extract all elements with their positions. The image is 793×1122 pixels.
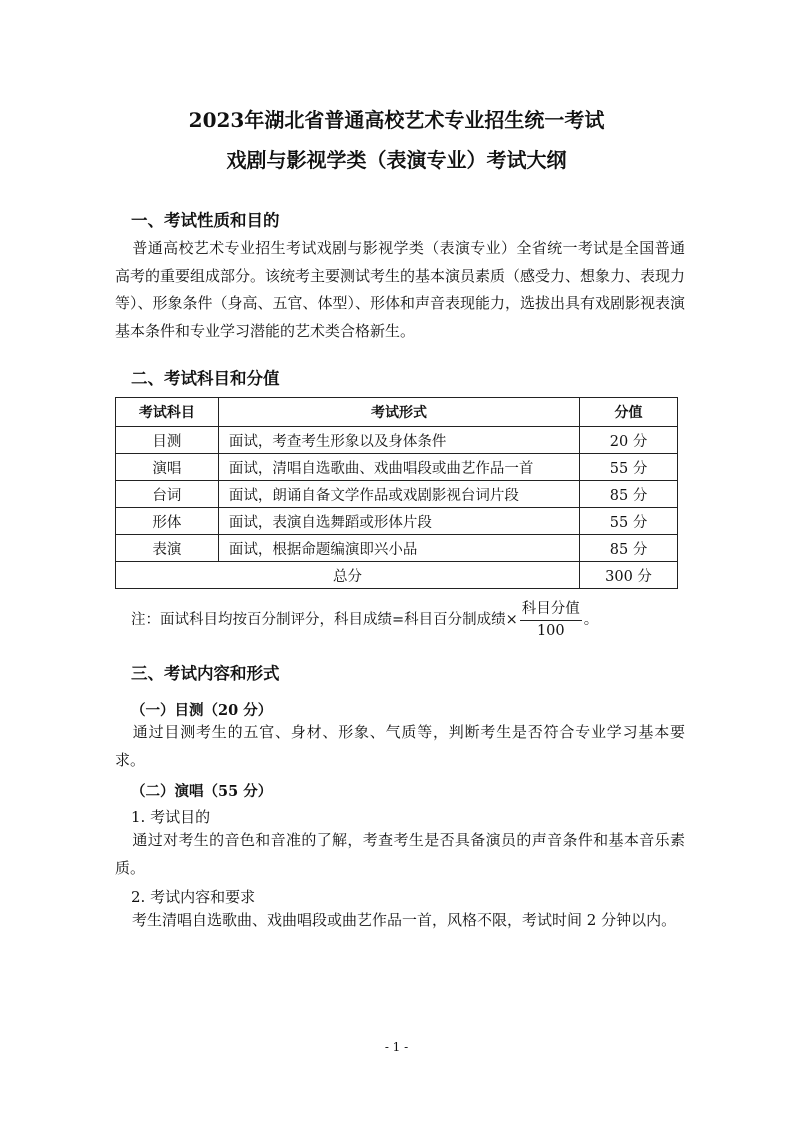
sub1-paragraph-text: 通过目测考生的五官、身材、形象、气质等，判断考生是否符合专业学习基本要求。: [115, 723, 685, 769]
item1-paragraph: [115, 827, 685, 882]
item1-title: 1. 考试目的: [131, 808, 211, 826]
note-text: 注：面试科目均按百分制评分，科目成绩=科目百分制成绩×: [131, 611, 518, 628]
subject-cell: 目测: [116, 427, 219, 454]
section-heading-2: 二、考试科目和分值: [131, 369, 280, 388]
fraction-denominator: 100: [536, 623, 565, 639]
fraction: [520, 597, 582, 639]
total-score: 300 分: [580, 562, 678, 589]
item2-paragraph: [115, 907, 685, 935]
sub1-paragraph: [115, 719, 685, 774]
subsection-heading-2: （二）演唱（55 分）: [131, 783, 273, 800]
page-number: - 1 -: [384, 1040, 409, 1054]
score-table: [115, 397, 678, 589]
item2-title: 2. 考试内容和要求: [131, 888, 256, 906]
section-heading-1: 一、考试性质和目的: [131, 211, 280, 230]
document-title-line2: 戏剧与影视学类（表演专业）考试大纲: [226, 148, 567, 172]
score-cell: 85 分: [580, 481, 678, 508]
score-note: [131, 597, 598, 639]
item1-text: 通过对考生的音色和音准的了解，考查考生是否具备演员的声音条件和基本音乐素质。: [115, 831, 685, 877]
score-cell: 55 分: [580, 454, 678, 481]
subsection-heading-1: （一）目测（20 分）: [131, 702, 273, 719]
table-row: [116, 427, 678, 454]
table-row: [116, 508, 678, 535]
table-total-row: [116, 562, 678, 589]
form-cell: 面试，根据命题编演即兴小品: [218, 535, 579, 562]
form-cell: 面试，朗诵自备文学作品或戏剧影视台词片段: [218, 481, 579, 508]
subject-cell: 台词: [116, 481, 219, 508]
header-score: 分值: [580, 398, 678, 427]
score-cell: 20 分: [580, 427, 678, 454]
section1-paragraph: [115, 235, 685, 345]
section-heading-3: 三、考试内容和形式: [131, 664, 280, 683]
item2-text: 考生清唱自选歌曲、戏曲唱段或曲艺作品一首，风格不限，考试时间 2 分钟以内。: [132, 911, 677, 929]
table-row: [116, 454, 678, 481]
table-header-row: [116, 398, 678, 427]
subject-cell: 形体: [116, 508, 219, 535]
header-subject: 考试科目: [116, 398, 219, 427]
section1-paragraph-text: 普通高校艺术专业招生考试戏剧与影视学类（表演专业）全省统一考试是全国普通高考的重要组成部分。该统考主要测试考生的基本演员素质（感受力、想象力、表现力等）、形象条件（身高、五官、体型）、形体和声音表现能力，选拔出具有戏剧影视表演基本条件和专业学习潜能的艺术类合格新生。: [115, 239, 686, 340]
note-end: 。: [583, 611, 599, 628]
subject-cell: 表演: [116, 535, 219, 562]
form-cell: 面试，考查考生形象以及身体条件: [218, 427, 579, 454]
document-title-line1: 2023年湖北省普通高校艺术专业招生统一考试: [188, 108, 605, 132]
table-row: [116, 481, 678, 508]
form-cell: 面试，表演自选舞蹈或形体片段: [218, 508, 579, 535]
total-label: 总分: [116, 562, 580, 589]
fraction-numerator: 科目分值: [520, 597, 582, 621]
score-cell: 85 分: [580, 535, 678, 562]
subject-cell: 演唱: [116, 454, 219, 481]
form-cell: 面试，清唱自选歌曲、戏曲唱段或曲艺作品一首: [218, 454, 579, 481]
score-cell: 55 分: [580, 508, 678, 535]
header-form: 考试形式: [218, 398, 579, 427]
table-row: [116, 535, 678, 562]
